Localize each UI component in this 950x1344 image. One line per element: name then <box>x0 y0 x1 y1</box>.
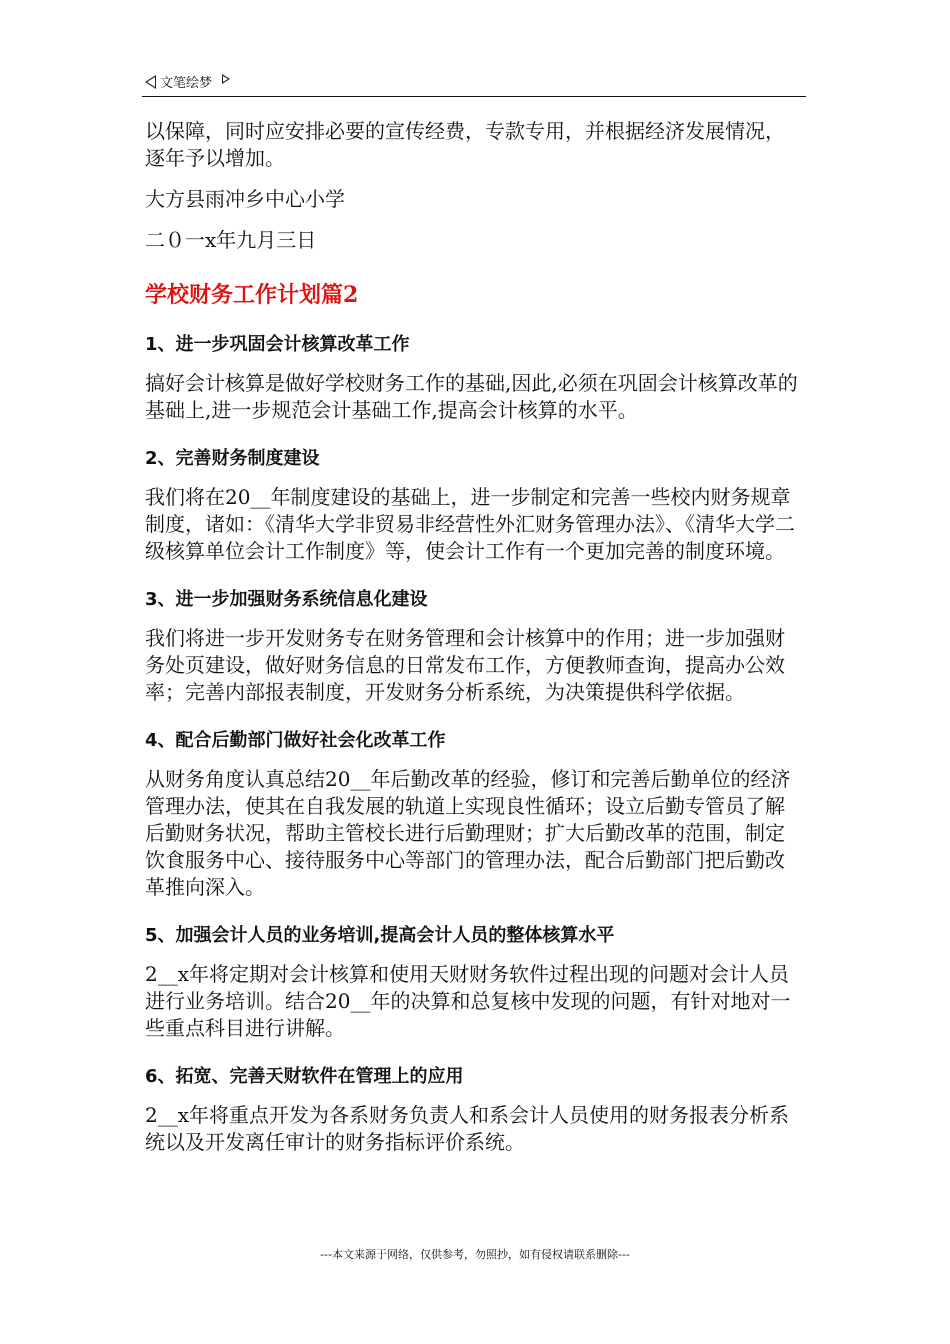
section-heading: 3、进一步加强财务系统信息化建设 <box>145 589 428 610</box>
section-text: 2__x年将重点开发为各系财务负责人和系会计人员使用的财务报表分析系统以及开发离任审计的财务指标评价系统。 <box>145 1103 790 1154</box>
section-title: 学校财务工作计划篇2 <box>145 282 359 308</box>
paragraph: 以保障，同时应安排必要的宣传经费，专款专用，并根据经济发展情况，逐年予以增加。 <box>145 119 785 170</box>
section-heading: 5、加强会计人员的业务培训,提高会计人员的整体核算水平 <box>145 925 615 946</box>
section-text: 2__x年将定期对会计核算和使用天财财务软件过程出现的问题对会计人员进行业务培训。结合20__年的决算和总复核中发现的问题，有针对地对一些重点科目进行讲解。 <box>145 962 791 1040</box>
school-name: 大方县雨冲乡中心小学 <box>145 187 345 211</box>
page-footer: ---本文来源于网络，仅供参考，勿照抄，如有侵权请联系删除--- <box>320 1248 630 1261</box>
page-header <box>145 72 230 91</box>
section-text: 搞好会计核算是做好学校财务工作的基础,因此,必须在巩固会计核算改革的基础上,进一步规范会计基础工作,提高会计核算的水平。 <box>145 371 798 422</box>
left-triangle-icon <box>145 75 156 89</box>
right-triangle-icon <box>222 74 230 84</box>
date-line: 二０一x年九月三日 <box>145 228 317 252</box>
document-body <box>145 118 800 1156</box>
section-heading: 6、拓宽、完善天财软件在管理上的应用 <box>145 1066 464 1087</box>
header-rule <box>142 96 806 97</box>
section-text: 我们将进一步开发财务专在财务管理和会计核算中的作用；进一步加强财务处页建设，做好财务信息的日常发布工作，方便教师查询，提高办公效率；完善内部报表制度，开发财务分析系统，为决策提供科学依据。 <box>145 626 785 704</box>
section-heading: 1、进一步巩固会计核算改革工作 <box>145 334 410 355</box>
header-label: 文笔绘梦 <box>160 76 213 91</box>
section-heading: 4、配合后勤部门做好社会化改革工作 <box>145 730 446 751</box>
section-text: 我们将在20__年制度建设的基础上，进一步制定和完善一些校内财务规章制度，诸如：《清华大学非贸易非经营性外汇财务管理办法》、《清华大学二级核算单位会计工作制度》等，使会计工作有一个更加完善的制度环境。 <box>145 485 795 563</box>
section-text: 从财务角度认真总结20__年后勤改革的经验，修订和完善后勤单位的经济管理办法，使其在自我发展的轨道上实现良性循环；设立后勤专管员了解后勤财务状况，帮助主管校长进行后勤理财；扩大后勤改革的范围，制定饮食服务中心、接待服务中心等部门的管理办法，配合后勤部门把后勤改革推向深入。 <box>145 767 791 899</box>
section-heading: 2、完善财务制度建设 <box>145 448 320 469</box>
